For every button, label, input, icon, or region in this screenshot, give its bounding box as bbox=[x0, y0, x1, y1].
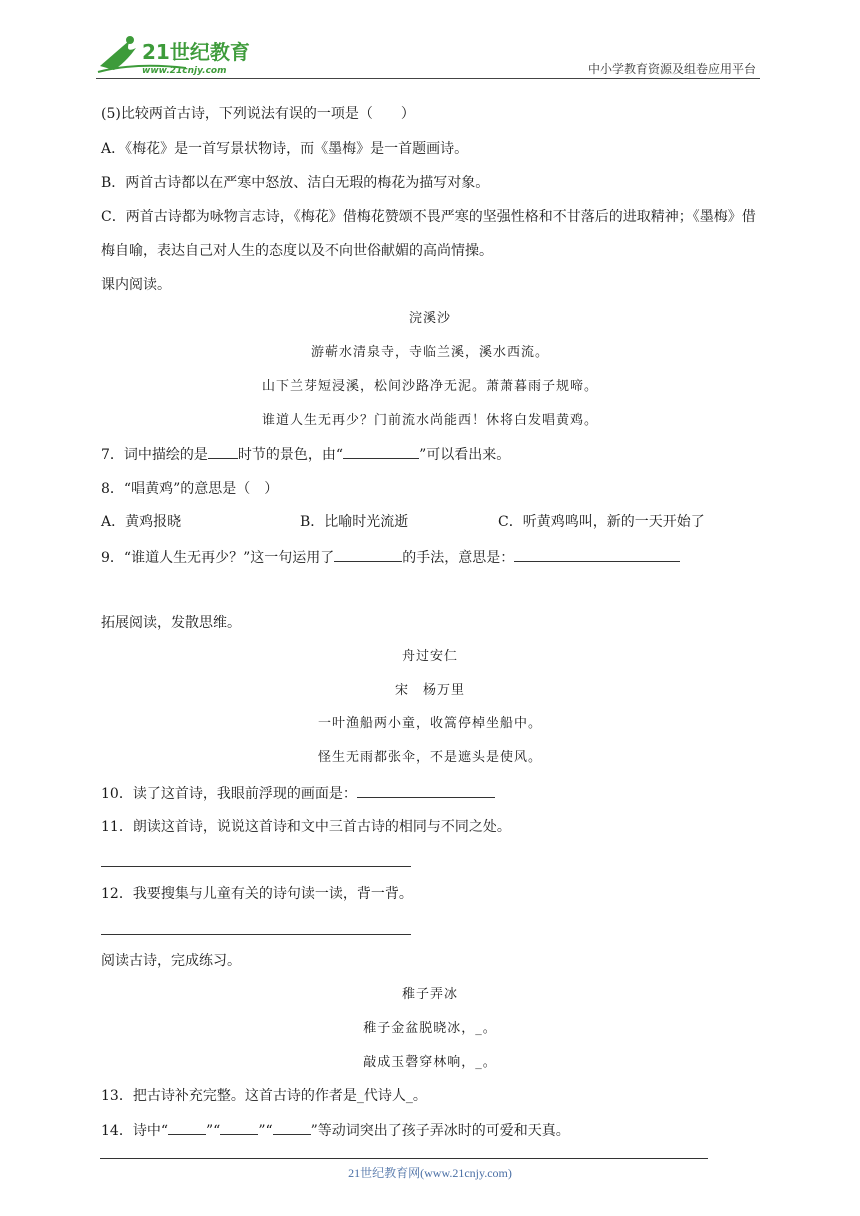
q7: 7．词中描绘的是 时节的景色，由“ ”可以看出来。 bbox=[101, 444, 510, 465]
poem1-title: 浣溪沙 bbox=[408, 311, 451, 326]
poem1-line-2: 山下兰芽短浸溪，松间沙路净无泥。萧萧暮雨子规啼。 bbox=[261, 379, 598, 394]
q13: 13．把古诗补充完整。这首古诗的作者是_代诗人_。 bbox=[101, 1088, 427, 1104]
q11-answer-line[interactable] bbox=[101, 866, 411, 867]
q8-option-a: A．黄鸡报晓 bbox=[101, 514, 182, 530]
header-divider bbox=[96, 78, 760, 79]
q7-blank-quote[interactable] bbox=[343, 444, 419, 459]
footer-divider bbox=[100, 1158, 708, 1159]
poem3-title: 稚子弄冰 bbox=[401, 987, 458, 1002]
q14-blank-2[interactable] bbox=[220, 1120, 258, 1135]
q12-answer-line[interactable] bbox=[101, 934, 411, 935]
q9: 9．“谁道人生无再少？”这一句运用了 的手法，意思是： bbox=[101, 547, 680, 568]
poem2-title: 舟过安仁 bbox=[401, 649, 458, 664]
poem3-line-2: 敲成玉磬穿林响，_。 bbox=[363, 1055, 497, 1070]
q9-blank-technique[interactable] bbox=[334, 547, 402, 562]
poem1-line-1: 游蕲水清泉寺，寺临兰溪，溪水西流。 bbox=[310, 345, 549, 360]
poem2-author: 宋 杨万里 bbox=[394, 683, 465, 698]
footer-link[interactable]: 21世纪教育网(www.21cnjy.com) bbox=[348, 1166, 512, 1180]
q7-blank-season[interactable] bbox=[208, 444, 238, 459]
q5-option-a: A．《梅花》是一首写景状物诗，而《墨梅》是一首题画诗。 bbox=[101, 141, 469, 157]
q8-option-b: B．比喻时光流逝 bbox=[300, 514, 409, 530]
q12: 12．我要搜集与儿童有关的诗句读一读，背一背。 bbox=[101, 886, 413, 902]
q11: 11．朗读这首诗，说说这首诗和文中三首古诗的相同与不同之处。 bbox=[101, 819, 511, 835]
q8-option-c: C．听黄鸡鸣叫，新的一天开始了 bbox=[498, 514, 705, 530]
q5-stem: (5)比较两首古诗，下列说法有误的一项是（ ） bbox=[101, 106, 415, 122]
poem2-line-2: 怪生无雨都张伞，不是遮头是使风。 bbox=[317, 750, 542, 765]
q9-blank-meaning[interactable] bbox=[514, 547, 680, 562]
q5-option-b: B．两首古诗都以在严寒中怒放、洁白无瑕的梅花为描写对象。 bbox=[101, 175, 490, 191]
platform-name: 中小学教育资源及组卷应用平台 bbox=[587, 62, 756, 76]
q14-blank-3[interactable] bbox=[273, 1120, 311, 1135]
section2-intro: 拓展阅读，发散思维。 bbox=[101, 615, 241, 631]
poem1-line-3: 谁道人生无再少？门前流水尚能西！休将白发唱黄鸡。 bbox=[261, 413, 598, 428]
poem2-line-1: 一叶渔船两小童，收篙停棹坐船中。 bbox=[317, 716, 542, 731]
q10: 10．读了这首诗，我眼前浮现的画面是： bbox=[101, 783, 495, 804]
section1-intro: 课内阅读。 bbox=[101, 277, 171, 293]
poem3-line-1: 稚子金盆脱晓冰，_。 bbox=[363, 1021, 497, 1036]
q10-blank-answer[interactable] bbox=[357, 783, 495, 798]
q14: 14．诗中“ ”“ ”“ ”等动词突出了孩子弄冰时的可爱和天真。 bbox=[101, 1120, 570, 1141]
page-header bbox=[96, 30, 760, 80]
site-logo[interactable] bbox=[96, 32, 266, 78]
svg-text:www.21cnjy.com: www.21cnjy.com bbox=[142, 66, 227, 76]
svg-text:21世纪教育: 21世纪教育 bbox=[142, 40, 250, 64]
q5-option-c: C．两首古诗都为咏物言志诗，《梅花》借梅花赞颂不畏严寒的坚强性格和不甘落后的进取精神；《墨梅》借梅自喻，表达自己对人生的态度以及不向世俗献媚的高尚情操。 bbox=[101, 209, 756, 259]
section3-intro: 阅读古诗，完成练习。 bbox=[101, 953, 241, 969]
q14-blank-1[interactable] bbox=[168, 1120, 206, 1135]
q8-stem: 8．“唱黄鸡”的意思是（ ） bbox=[101, 481, 279, 497]
